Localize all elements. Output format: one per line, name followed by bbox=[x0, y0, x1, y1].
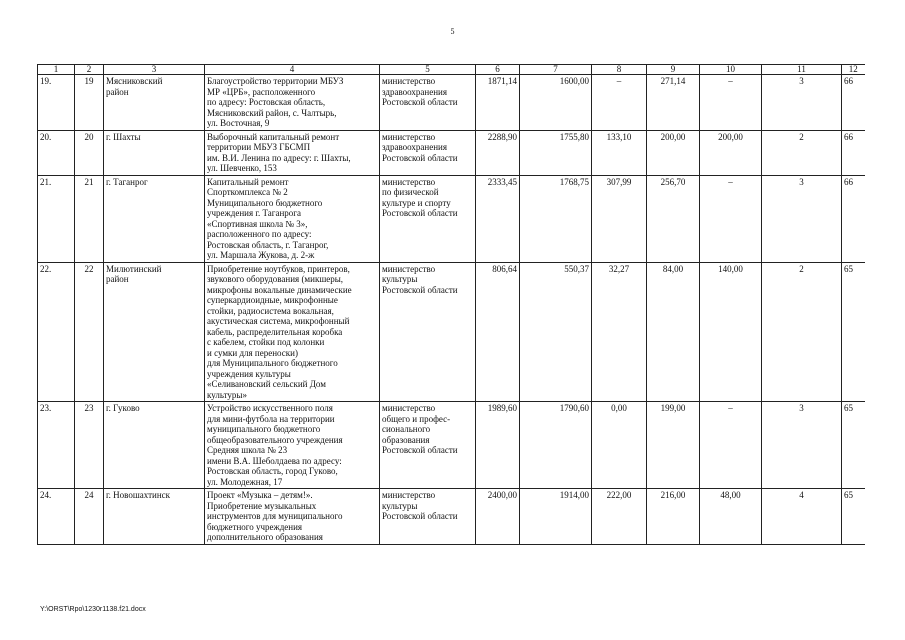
table-row bbox=[38, 75, 865, 131]
project-description-line: бюджетного учреждения bbox=[207, 521, 303, 532]
header-cell: 7 bbox=[520, 65, 592, 75]
project-description-line: учреждения г. Таганрога bbox=[207, 208, 301, 218]
project-description-line: звукового оборудования (микшеры, bbox=[207, 274, 344, 284]
project-description-line: для Муниципального бюджетного bbox=[207, 358, 338, 368]
total-cost-cell: 1871,14 bbox=[476, 75, 520, 131]
ministry-line: здравоохранения bbox=[382, 142, 448, 152]
header-cell: 11 bbox=[762, 65, 842, 75]
project-description-line: акустическая система, микрофонный bbox=[207, 316, 350, 326]
municipality-cell bbox=[104, 489, 205, 545]
project-description-line: культуры» bbox=[207, 389, 247, 400]
project-description-cell bbox=[205, 175, 380, 262]
file-path-footer: Y:\ORST\Rpo\1230r1138.f21.docx bbox=[40, 606, 146, 613]
project-description-cell bbox=[205, 262, 380, 402]
local-budget-cell: 133,10 bbox=[592, 130, 647, 175]
project-description-line: по адресу: Ростовская область, bbox=[207, 97, 326, 107]
local-budget-cell: – bbox=[592, 75, 647, 131]
other-funds-cell: 200,00 bbox=[700, 130, 762, 175]
project-description-line: учреждения культуры bbox=[207, 368, 291, 379]
row-number-cell: 23. bbox=[38, 402, 75, 489]
row-number-cell: 19. bbox=[38, 75, 75, 131]
item-number-cell: 24 bbox=[75, 489, 104, 545]
project-description-line: территории МБУЗ ГБСМП bbox=[207, 142, 311, 152]
header-cell: 9 bbox=[647, 65, 700, 75]
project-description-line: Ростовская область, город Гуково, bbox=[207, 466, 338, 476]
points-cell: 65 bbox=[842, 262, 865, 402]
other-funds-cell: – bbox=[700, 175, 762, 262]
ministry-line: министерство bbox=[382, 76, 436, 86]
row-number-cell: 22. bbox=[38, 262, 75, 402]
header-cell: 5 bbox=[380, 65, 476, 75]
municipality-cell bbox=[104, 130, 205, 175]
table-row bbox=[38, 262, 865, 402]
score-cell: 2 bbox=[762, 262, 842, 402]
header-cell: 3 bbox=[104, 65, 205, 75]
points-cell: 66 bbox=[842, 75, 865, 131]
ministry-line: общего и профес- bbox=[382, 413, 451, 424]
regional-budget-cell: 1768,75 bbox=[520, 175, 592, 262]
total-cost-cell: 806,64 bbox=[476, 262, 520, 402]
header-cell: 6 bbox=[476, 65, 520, 75]
municipality-line: район bbox=[106, 86, 129, 97]
regional-budget-cell: 1755,80 bbox=[520, 130, 592, 175]
extra-budget-cell: 256,70 bbox=[647, 175, 700, 262]
extra-budget-cell: 271,14 bbox=[647, 75, 700, 131]
item-number-cell: 19 bbox=[75, 75, 104, 131]
item-number-cell: 20 bbox=[75, 130, 104, 175]
extra-budget-cell: 199,00 bbox=[647, 402, 700, 489]
project-description-line: «Селивановский сельский Дом bbox=[207, 379, 326, 389]
project-description-line: кабель, распределительная коробка bbox=[207, 326, 343, 337]
score-cell: 2 bbox=[762, 130, 842, 175]
ministry-line: министерство bbox=[382, 131, 436, 142]
project-description-line: ул. Восточная, 9 bbox=[207, 118, 270, 128]
row-number-cell: 20. bbox=[38, 130, 75, 175]
project-description-line: Устройство искусственного поля bbox=[207, 403, 333, 413]
header-cell: 4 bbox=[205, 65, 380, 75]
ministry-line: образования bbox=[382, 434, 430, 445]
item-number-cell: 22 bbox=[75, 262, 104, 402]
project-description-line: для мини-футбола на территории bbox=[207, 413, 335, 424]
project-description-cell bbox=[205, 489, 380, 545]
ministry-line: министерство bbox=[382, 263, 436, 274]
project-description-line: суперкардиоидные, микрофонные bbox=[207, 295, 338, 305]
local-budget-cell: 0,00 bbox=[592, 402, 647, 489]
points-cell: 65 bbox=[842, 489, 865, 545]
municipality-line: г. Новошахтинск bbox=[106, 490, 170, 500]
project-description-line: МР «ЦРБ», расположенного bbox=[207, 86, 316, 97]
row-number-cell: 24. bbox=[38, 489, 75, 545]
ministry-line: Ростовской области bbox=[382, 97, 458, 107]
local-budget-cell: 307,99 bbox=[592, 175, 647, 262]
table-row bbox=[38, 130, 865, 175]
project-description-line: Приобретение ноутбуков, принтеров, bbox=[207, 263, 350, 274]
municipality-cell bbox=[104, 175, 205, 262]
header-cell: 2 bbox=[75, 65, 104, 75]
project-description-line: общеобразовательного учреждения bbox=[207, 434, 343, 445]
ministry-line: по физической bbox=[382, 187, 439, 197]
ministry-line: министерство bbox=[382, 176, 436, 187]
municipality-line: Мясниковский bbox=[106, 76, 163, 86]
ministry-line: Ростовской области bbox=[382, 445, 458, 455]
project-description-line: муниципального бюджетного bbox=[207, 424, 321, 434]
ministry-cell bbox=[380, 175, 476, 262]
project-description-line: расположенного по адресу: bbox=[207, 229, 312, 239]
ministry-line: культуры bbox=[382, 274, 418, 284]
header-cell: 8 bbox=[592, 65, 647, 75]
points-cell: 65 bbox=[842, 402, 865, 489]
regional-budget-cell: 550,37 bbox=[520, 262, 592, 402]
project-description-line: Проект «Музыка – детям!». bbox=[207, 490, 313, 500]
total-cost-cell: 2288,90 bbox=[476, 130, 520, 175]
project-description-line: Благоустройство территории МБУЗ bbox=[207, 76, 344, 86]
project-description-line: Средняя школа № 23 bbox=[207, 445, 288, 455]
project-description-line: с кабелем, стойки под колонки bbox=[207, 337, 325, 347]
score-cell: 4 bbox=[762, 489, 842, 545]
municipality-line: г. Таганрог bbox=[106, 176, 148, 187]
ministry-cell bbox=[380, 402, 476, 489]
project-description-line: имени В.А. Шеболдаева по адресу: bbox=[207, 455, 342, 466]
ministry-line: министерство bbox=[382, 490, 436, 500]
municipality-line: г. Шахты bbox=[106, 131, 141, 142]
item-number-cell: 21 bbox=[75, 175, 104, 262]
project-description-line: микрофоны вокальные динамические bbox=[207, 284, 352, 295]
project-description-line: Спорткомплекса № 2 bbox=[207, 187, 288, 197]
ministry-cell bbox=[380, 489, 476, 545]
ministry-line: Ростовской области bbox=[382, 511, 458, 521]
ministry-line: культуры bbox=[382, 500, 418, 511]
total-cost-cell: 2400,00 bbox=[476, 489, 520, 545]
header-cell: 12 bbox=[842, 65, 865, 75]
header-cell: 1 bbox=[38, 65, 75, 75]
project-description-line: дополнительного образования bbox=[207, 532, 323, 542]
other-funds-cell: 140,00 bbox=[700, 262, 762, 402]
project-description-line: инструментов для муниципального bbox=[207, 511, 343, 521]
total-cost-cell: 2333,45 bbox=[476, 175, 520, 262]
ministry-cell bbox=[380, 75, 476, 131]
project-description-line: им. В.И. Ленина по адресу: г. Шахты, bbox=[207, 152, 351, 163]
ministry-cell bbox=[380, 130, 476, 175]
project-description-cell bbox=[205, 402, 380, 489]
project-description-line: ул. Маршала Жукова, д. 2-ж bbox=[207, 250, 315, 260]
funding-table bbox=[37, 64, 865, 545]
table-row bbox=[38, 489, 865, 545]
score-cell: 3 bbox=[762, 402, 842, 489]
item-number-cell: 23 bbox=[75, 402, 104, 489]
header-cell: 10 bbox=[700, 65, 762, 75]
regional-budget-cell: 1790,60 bbox=[520, 402, 592, 489]
project-description-line: Мясниковский район, с. Чалтырь, bbox=[207, 107, 337, 118]
points-cell: 66 bbox=[842, 130, 865, 175]
municipality-line: г. Гуково bbox=[106, 403, 140, 413]
regional-budget-cell: 1600,00 bbox=[520, 75, 592, 131]
ministry-cell bbox=[380, 262, 476, 402]
ministry-line: министерство bbox=[382, 403, 436, 413]
project-description-line: Выборочный капитальный ремонт bbox=[207, 131, 340, 142]
local-budget-cell: 222,00 bbox=[592, 489, 647, 545]
municipality-line: район bbox=[106, 274, 129, 284]
score-cell: 3 bbox=[762, 75, 842, 131]
regional-budget-cell: 1914,00 bbox=[520, 489, 592, 545]
extra-budget-cell: 216,00 bbox=[647, 489, 700, 545]
municipality-line: Милютинский bbox=[106, 263, 162, 274]
project-description-line: и сумки для переноски) bbox=[207, 347, 298, 358]
municipality-cell bbox=[104, 402, 205, 489]
ministry-line: Ростовской области bbox=[382, 284, 458, 295]
ministry-line: Ростовской области bbox=[382, 208, 458, 218]
ministry-line: сионального bbox=[382, 424, 431, 434]
project-description-line: ул. Шевченко, 153 bbox=[207, 163, 277, 173]
column-number-header-row bbox=[38, 65, 865, 75]
project-description-line: Капитальный ремонт bbox=[207, 176, 289, 187]
row-number-cell: 21. bbox=[38, 175, 75, 262]
extra-budget-cell: 84,00 bbox=[647, 262, 700, 402]
project-description-line: стойки, радиосистема вокальная, bbox=[207, 305, 334, 316]
page-number: 5 bbox=[450, 27, 455, 36]
score-cell: 3 bbox=[762, 175, 842, 262]
municipality-cell bbox=[104, 262, 205, 402]
other-funds-cell: – bbox=[700, 402, 762, 489]
project-description-cell bbox=[205, 75, 380, 131]
ministry-line: здравоохранения bbox=[382, 86, 448, 97]
table-row bbox=[38, 402, 865, 489]
ministry-line: Ростовской области bbox=[382, 152, 458, 163]
project-description-line: Ростовская область, г. Таганрог, bbox=[207, 239, 329, 250]
project-description-line: «Спортивная школа № 3», bbox=[207, 218, 308, 229]
municipality-cell bbox=[104, 75, 205, 131]
project-description-cell bbox=[205, 130, 380, 175]
other-funds-cell: 48,00 bbox=[700, 489, 762, 545]
project-description-line: Приобретение музыкальных bbox=[207, 500, 317, 511]
ministry-line: культуре и спорту bbox=[382, 197, 451, 208]
other-funds-cell: – bbox=[700, 75, 762, 131]
extra-budget-cell: 200,00 bbox=[647, 130, 700, 175]
project-description-line: Муниципального бюджетного bbox=[207, 197, 323, 208]
project-description-line: ул. Молодежная, 17 bbox=[207, 476, 283, 487]
total-cost-cell: 1989,60 bbox=[476, 402, 520, 489]
local-budget-cell: 32,27 bbox=[592, 262, 647, 402]
table-row bbox=[38, 175, 865, 262]
points-cell: 66 bbox=[842, 175, 865, 262]
